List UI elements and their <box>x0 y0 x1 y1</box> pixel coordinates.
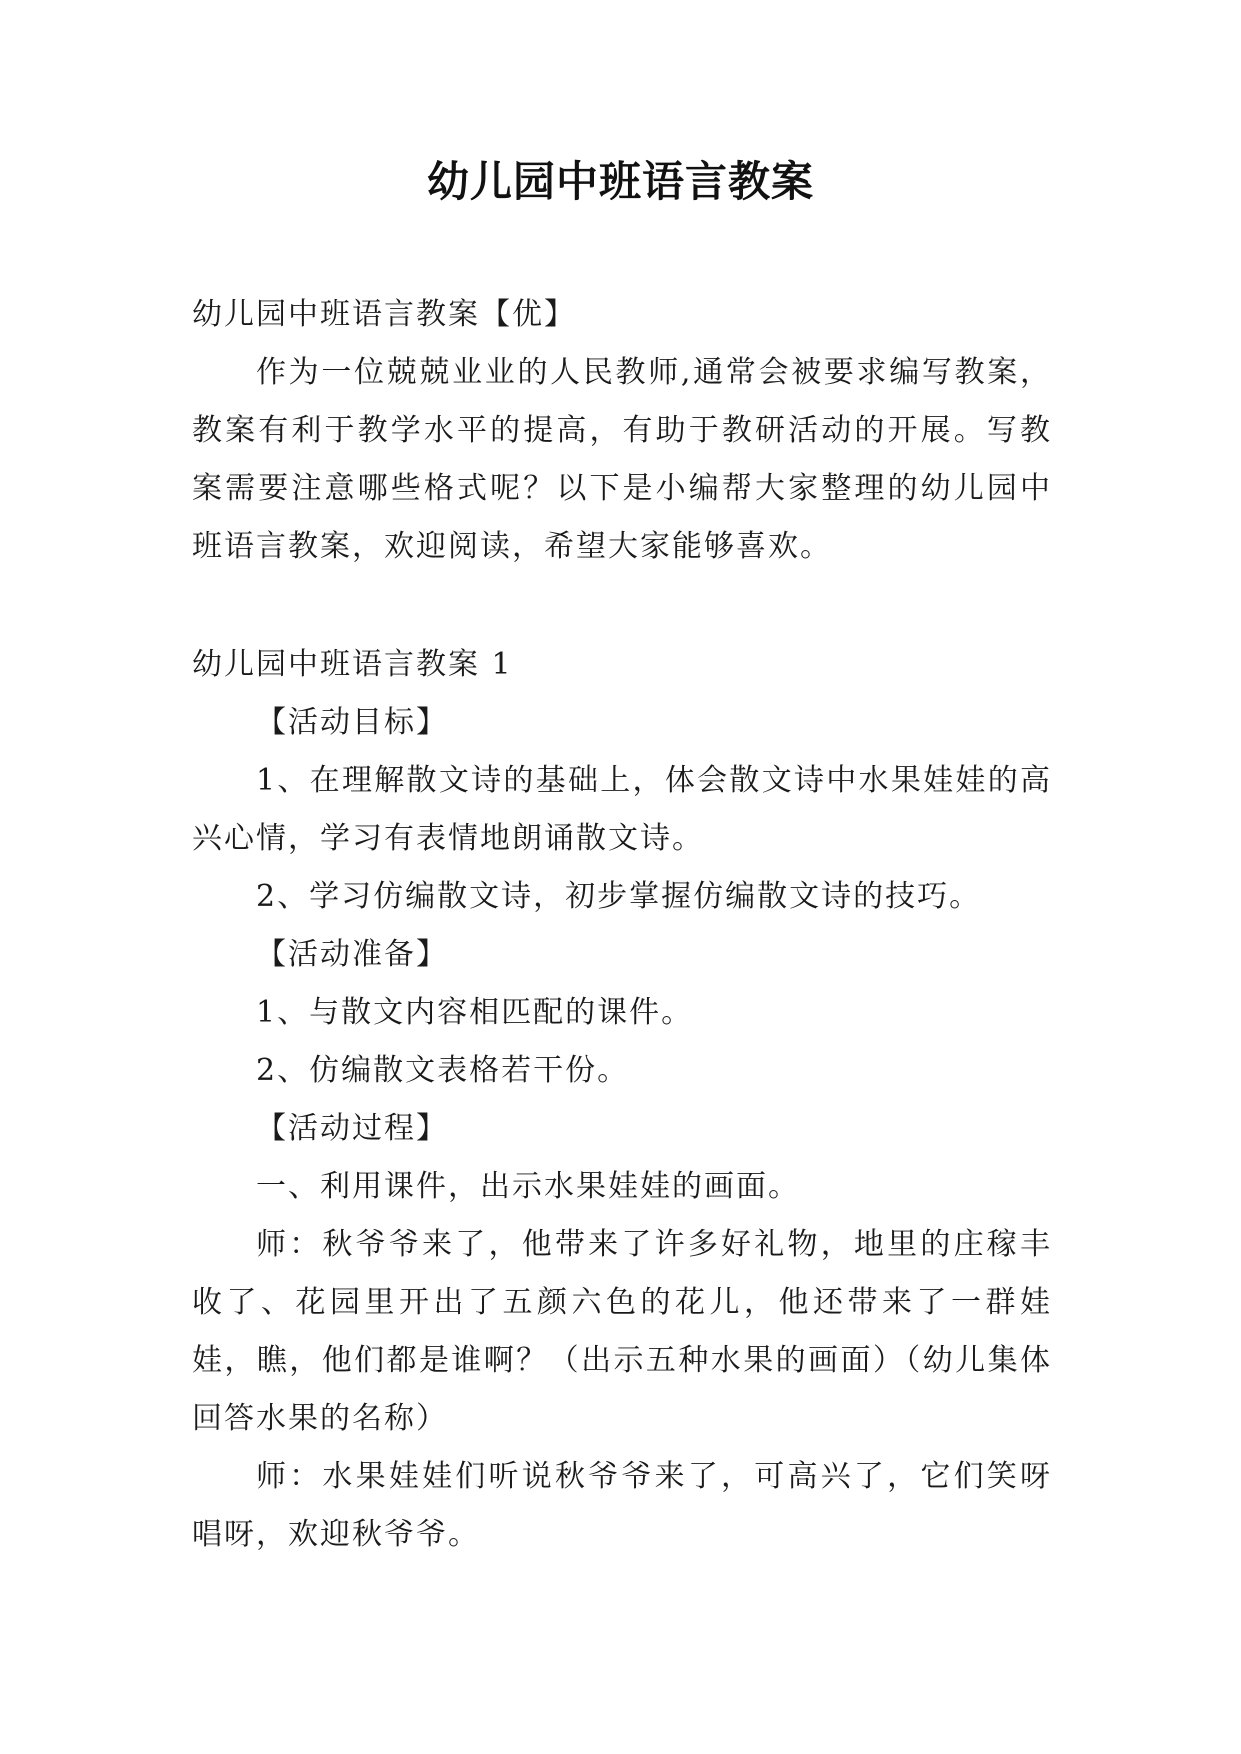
document-title: 幼儿园中班语言教案 <box>426 157 814 206</box>
intro-paragraph: 作为一位兢兢业业的人民教师,通常会被要求编写教案，教案有利于教学水平的提高，有助于教研活动的开展。写教案需要注意哪些格式呢？以下是小编帮大家整理的幼儿园中班语言教案，欢迎阅读，希望大家能够喜欢。 <box>192 355 1052 564</box>
teacher-line-2: 师：水果娃娃们听说秋爷爷来了，可高兴了，它们笑呀唱呀，欢迎秋爷爷。 <box>192 1459 1052 1552</box>
prep-item-2: 2、仿编散文表格若干份。 <box>256 1053 630 1088</box>
goal-item-1: 1、在理解散文诗的基础上，体会散文诗中水果娃娃的高兴心情，学习有表情地朗诵散文诗。 <box>192 763 1052 856</box>
section-heading: 幼儿园中班语言教案 1 <box>192 647 513 682</box>
document-body <box>192 286 1052 1564</box>
process-step-1: 一、利用课件，出示水果娃娃的画面。 <box>256 1169 800 1204</box>
teacher-line-1: 师：秋爷爷来了，他带来了许多好礼物，地里的庄稼丰收了、花园里开出了五颜六色的花儿，他还带来了一群娃娃，瞧，他们都是谁啊？（出示五种水果的画面）（幼儿集体回答水果的名称） <box>192 1227 1052 1436</box>
subtitle-paragraph: 幼儿园中班语言教案【优】 <box>192 297 576 332</box>
activity-prep-heading: 【活动准备】 <box>256 937 448 972</box>
activity-process-heading: 【活动过程】 <box>256 1111 448 1146</box>
activity-goal-heading: 【活动目标】 <box>256 705 448 740</box>
goal-item-2: 2、学习仿编散文诗，初步掌握仿编散文诗的技巧。 <box>256 879 982 914</box>
prep-item-1: 1、与散文内容相匹配的课件。 <box>256 995 694 1030</box>
